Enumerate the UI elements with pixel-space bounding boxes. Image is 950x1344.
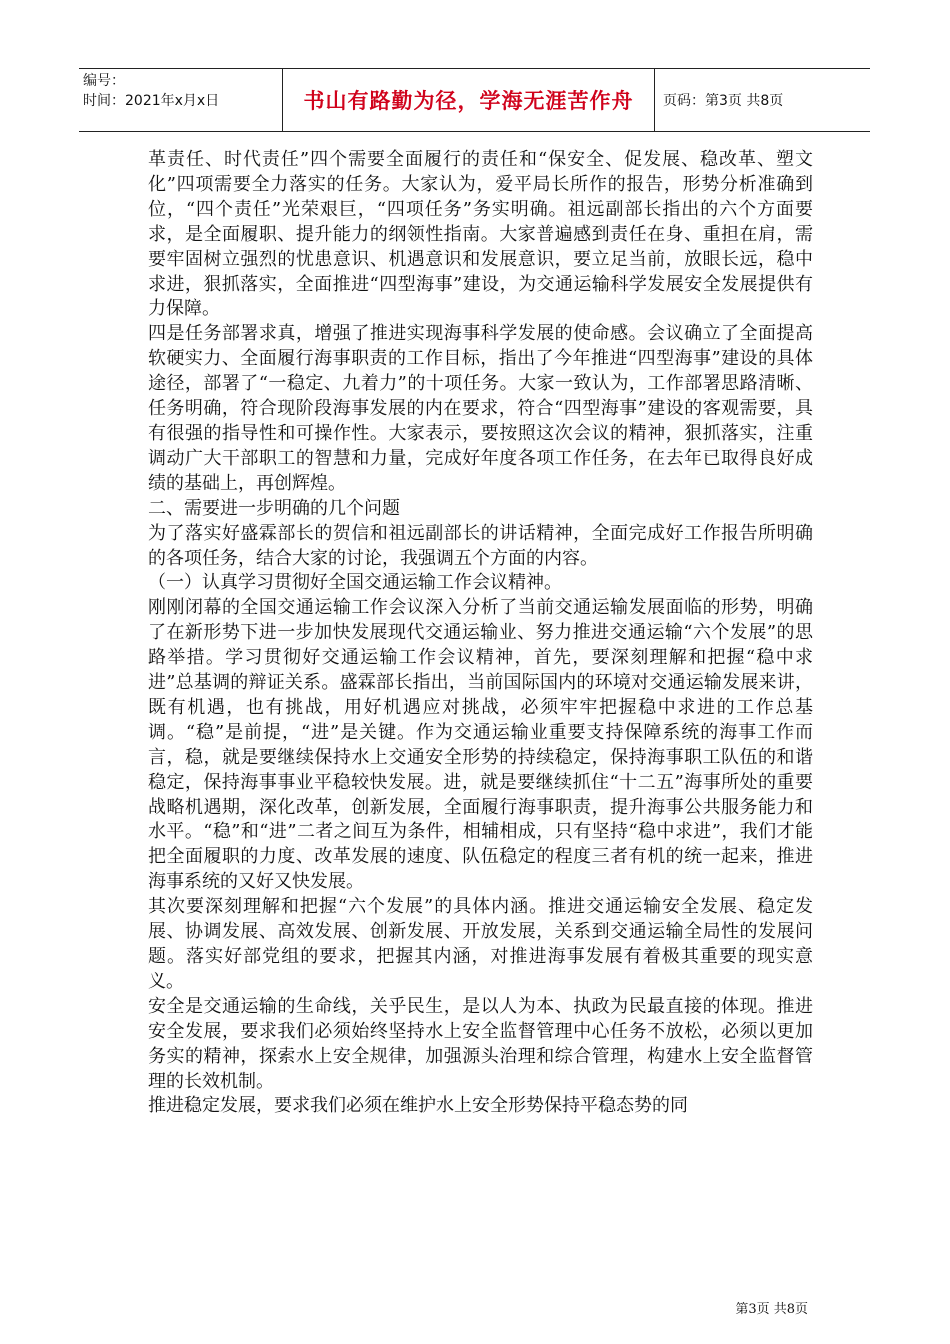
paragraph-1: 革责任、时代责任”四个需要全面履行的责任和“保安全、促发展、稳改革、塑文化”四项需要全力落实的任务。大家认为，爱平局长所作的报告，形势分析准确到位，“四个责任”光荣艰巨，“四项任务”务实明确。祖远副部长指出的六个方面要求，是全面履职、提升能力的纲领性指南。大家普遍感到责任在身、重担在肩，需要牢固树立强烈的忧患意识、机遇意识和发展意识，要立足当前，放眼长远，稳中求进，狠抓落实，全面推进“四型海事”建设，为交通运输科学发展安全发展提供有力保障。: [148, 149, 813, 320]
document-date-label: 时间：2021年x月x日: [83, 93, 220, 109]
paragraph-7: 推进稳定发展，要求我们必须在维护水上安全形势保持平稳态势的同: [148, 1095, 688, 1117]
page-header: [79, 68, 870, 132]
page-footer-number: 第3页 共8页: [735, 1302, 808, 1317]
document-body: [148, 148, 813, 1119]
paragraph-2: 四是任务部署求真，增强了推进实现海事科学发展的使命感。会议确立了全面提高软硬实力、全面履行海事职责的工作目标，指出了今年推进“四型海事”建设的具体途径，部署了“一稳定、九着力”的十项任务。大家一致认为，工作部署思路清晰、任务明确，符合现阶段海事发展的内在要求，符合“四型海事”建设的客观需要，具有很强的指导性和可操作性。大家表示，要按照这次会议的精神，狠抓落实，注重调动广大干部职工的智慧和力量，完成好年度各项工作任务，在去年已取得良好成绩的基础上，再创辉煌。: [148, 323, 813, 494]
section-heading-2: 二、需要进一步明确的几个问题: [148, 497, 400, 519]
paragraph-5: 其次要深刻理解和把握“六个发展”的具体内涵。推进交通运输安全发展、稳定发展、协调发展、高效发展、创新发展、开放发展，关系到交通运输全局性的发展问题。落实好部党组的要求，把握其内涵，对推进海事发展有着极其重要的现实意义。: [148, 896, 813, 992]
header-meta: [79, 69, 283, 131]
paragraph-6: 安全是交通运输的生命线，关乎民生，是以人为本、执政为民最直接的体现。推进安全发展，要求我们必须始终坚持水上安全监督管理中心任务不放松，必须以更加务实的精神，探索水上安全规律，加强源头治理和综合管理，构建水上安全监督管理的长效机制。: [148, 995, 813, 1092]
document-number-label: 编号：: [83, 73, 125, 89]
header-page-number: 页码：第3页 共8页: [663, 93, 784, 109]
subsection-heading-1: （一）认真学习贯彻好全国交通运输工作会议精神。: [148, 572, 562, 594]
paragraph-4: 刚刚闭幕的全国交通运输工作会议深入分析了当前交通运输发展面临的形势，明确了在新形势下进一步加快发展现代交通运输业、努力推进交通运输“六个发展”的思路举措。学习贯彻好交通运输工作会议精神，首先，要深刻理解和把握“稳中求进”总基调的辩证关系。盛霖部长指出，当前国际国内的环境对交通运输发展来讲，既有机遇，也有挑战，用好机遇应对挑战，必须牢牢把握稳中求进的工作总基调。“稳”是前提，“进”是关键。作为交通运输业重要支持保障系统的海事工作而言，稳，就是要继续保持水上交通安全形势的持续稳定，保持海事职工队伍的和谐稳定，保持海事事业平稳较快发展。进，就是要继续抓住“十二五”海事所处的重要战略机遇期，深化改革，创新发展，全面履行海事职责，提升海事公共服务能力和水平。“稳”和“进”二者之间互为条件，相辅相成，只有坚持“稳中求进”，我们才能把全面履职的力度、改革发展的速度、队伍稳定的程度三者有机的统一起来，推进海事系统的又好又快发展。: [148, 597, 813, 893]
header-motto: 书山有路勤为径，学海无涯苦作舟: [283, 69, 655, 131]
paragraph-3: 为了落实好盛霖部长的贺信和祖远副部长的讲话精神，全面完成好工作报告所明确的各项任务，结合大家的讨论，我强调五个方面的内容。: [148, 522, 813, 569]
